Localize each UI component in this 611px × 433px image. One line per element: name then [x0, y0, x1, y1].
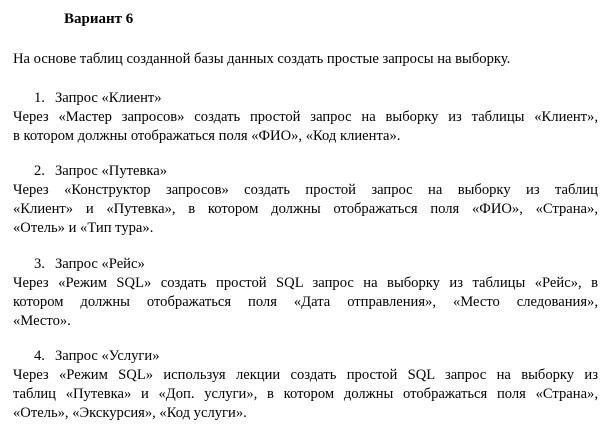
task-2-number: 2. — [34, 163, 45, 179]
task-2-line-2: «Клиент» и «Путевка», в котором должны отображаться поля «ФИО», «Страна», — [13, 201, 598, 217]
task-3-line-3: «Место». — [13, 313, 71, 329]
task-4-line-3: «Отель», «Экскурсия», «Код услуги». — [13, 405, 247, 421]
task-2-line-1: Через «Конструктор запросов» создать простой запрос на выборку из таблиц — [13, 182, 598, 198]
task-1-number: 1. — [34, 90, 45, 106]
variant-title: Вариант 6 — [64, 11, 134, 27]
task-3-heading — [34, 254, 145, 274]
task-1-line-2: в котором должны отображаться поля «ФИО», «Код клиента». — [13, 128, 401, 144]
task-3-title: Запрос «Рейс» — [55, 256, 145, 272]
task-3-number: 3. — [34, 256, 45, 272]
task-3-line-2: котором должны отображаться поля «Дата отправления», «Место следования», — [13, 294, 598, 310]
intro-text: На основе таблиц созданной базы данных создать простые запросы на выборку. — [13, 51, 511, 67]
task-2-heading — [34, 161, 167, 181]
task-4-heading — [34, 346, 160, 366]
task-4-title: Запрос «Услуги» — [55, 348, 160, 364]
task-1-title: Запрос «Клиент» — [55, 90, 162, 106]
task-2-line-3: «Отель» и «Тип тура». — [13, 220, 154, 236]
task-4-line-2: таблиц «Путевка» и «Доп. услуги», в котором должны отображаться поля «Страна», — [13, 386, 598, 402]
task-3-line-1: Через «Режим SQL» создать простой SQL запрос на выборку из таблицы «Рейс», в — [13, 275, 598, 291]
task-2-title: Запрос «Путевка» — [55, 163, 168, 179]
task-1-line-1: Через «Мастер запросов» создать простой запрос на выборку из таблицы «Клиент», — [13, 109, 598, 125]
task-1-heading — [34, 88, 162, 108]
task-4-number: 4. — [34, 348, 45, 364]
task-4-line-1: Через «Режим SQL» используя лекции создать простой SQL запрос на выборку из — [13, 367, 598, 383]
